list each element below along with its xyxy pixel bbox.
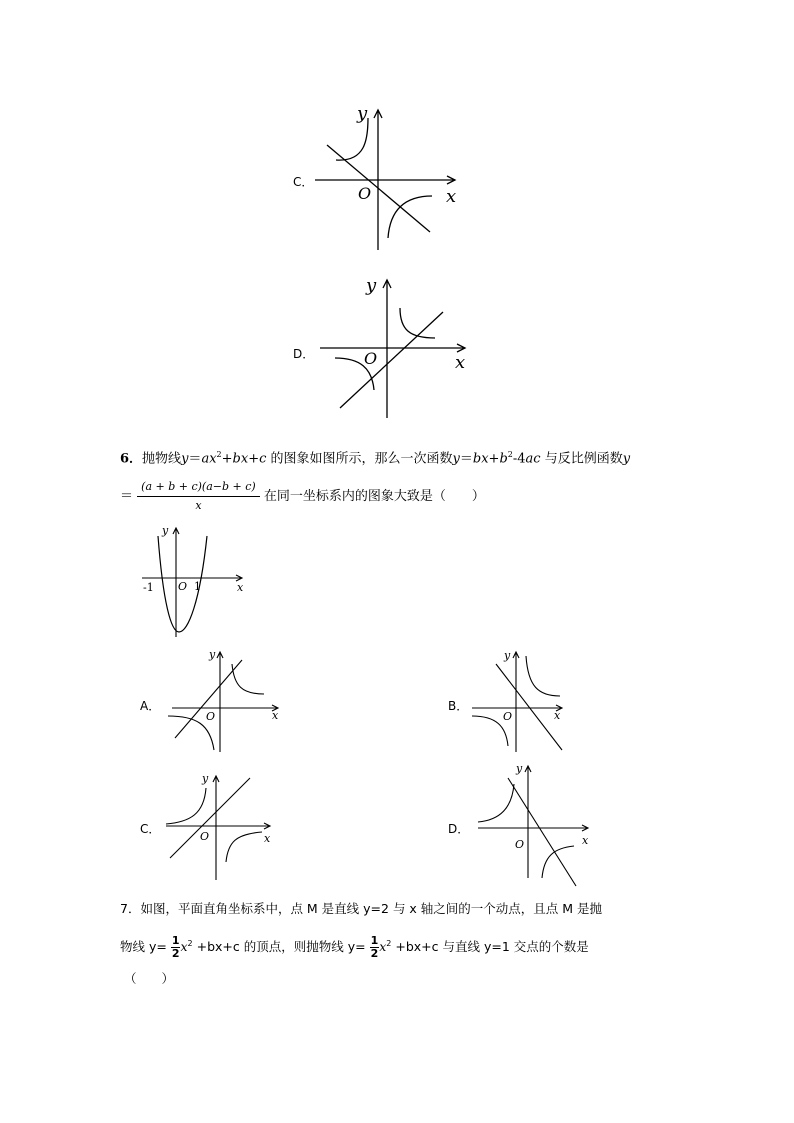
x-axis-label: x: [264, 832, 271, 845]
q7-line2: [120, 930, 589, 961]
tick-label-one: 1: [194, 580, 201, 593]
x-axis-label: x: [237, 581, 244, 594]
linear-function-line: [170, 778, 250, 858]
q6-fraction-denominator: x: [195, 499, 202, 512]
origin-label: O: [200, 830, 210, 843]
x-axis-label: x: [446, 186, 457, 207]
q7-l2-a: 物线 y=: [120, 939, 171, 955]
hyperbola-branch-upper-left: [478, 784, 514, 822]
q7-l2-c: +bx+c 与直线 y=1 交点的个数是: [391, 939, 589, 955]
q6-line2: [120, 478, 485, 515]
q6-linear-rest: -4: [512, 451, 526, 467]
q7-fraction-1-den: 2: [171, 947, 180, 961]
q7-line3: （ ）: [124, 971, 175, 986]
hyperbola-branch-upper-right: [232, 664, 264, 694]
q6-eq-ax: ax: [201, 451, 217, 467]
tick-label-neg-one: -1: [143, 581, 154, 594]
hyperbola-branch-upper-right: [400, 308, 435, 338]
q7-line1: 7．如图，平面直角坐标系中，点 M 是直线 y=2 与 x 轴之间的一个动点，且点 M 是抛: [120, 901, 603, 916]
origin-label: O: [364, 349, 378, 368]
q6-option-c-graph: [160, 770, 275, 885]
hyperbola-branch-upper-right: [526, 656, 560, 696]
hyperbola-branch-upper-left: [336, 118, 368, 160]
q7-fraction-2: [370, 935, 380, 960]
y-axis-label: y: [209, 648, 216, 661]
q6-option-d-graph: [470, 760, 595, 890]
linear-function-line: [508, 778, 576, 886]
q6-eq-sq: 2: [216, 450, 222, 459]
q6-linear-eq: ＝: [459, 451, 473, 467]
option-c-label-top: C．: [293, 175, 314, 189]
q6-linear-plus: +: [488, 451, 500, 467]
q6-lead: 抛物线: [142, 451, 182, 467]
q6-eq-plus2: +: [248, 451, 260, 467]
q6-linear-b: b: [499, 451, 508, 467]
q6-eq-bx: bx: [232, 451, 249, 467]
y-axis-label: y: [162, 524, 169, 537]
origin-label: O: [358, 184, 372, 203]
origin-label: O: [503, 710, 513, 723]
q6-linear-y: y: [452, 451, 460, 467]
q7-l2-b: +bx+c 的顶点，则抛物线 y=: [192, 939, 370, 955]
linear-function-line: [340, 312, 443, 408]
q6-option-a-label: A．: [140, 699, 161, 713]
q6-linear-bx: bx: [472, 451, 489, 467]
q6-inv-y: y: [622, 451, 631, 467]
x-axis-label: x: [272, 709, 279, 722]
q6-tail: 与反比例函数: [540, 451, 623, 467]
q6-eq-eq: ＝: [188, 451, 202, 467]
origin-label: O: [206, 710, 216, 723]
q6-option-b-label: B．: [448, 699, 469, 713]
x-axis-label: x: [582, 834, 589, 847]
q6-fraction: [137, 478, 260, 515]
q6-question: 在同一坐标系内的图象大致是（ ）: [259, 489, 485, 504]
y-axis-label: y: [357, 103, 368, 124]
q6-linear-sq: 2: [507, 450, 513, 459]
y-axis-label: y: [516, 762, 523, 775]
q6-number: 6．: [120, 451, 143, 467]
q6-option-d-label: D．: [448, 822, 470, 836]
q6-option-c-label: C．: [140, 822, 161, 836]
y-axis-label: y: [366, 275, 377, 296]
hyperbola-branch-upper-left: [166, 788, 206, 824]
q6-line1: [120, 446, 630, 468]
q7-l2-sq: 2: [187, 939, 193, 948]
q7-fraction-2-den: 2: [370, 947, 379, 961]
y-axis-label: y: [202, 772, 209, 785]
q6-eq-y: y: [181, 451, 189, 467]
linear-function-line: [175, 660, 242, 738]
origin-label: O: [178, 580, 188, 593]
q7-l2-x2: x: [379, 939, 387, 955]
q6-eq-plus1: +: [221, 451, 233, 467]
graph-option-c-top: [310, 100, 470, 260]
q6-option-a-graph: [160, 646, 285, 756]
q7-fraction-1-num: 1: [171, 934, 180, 948]
option-d-label-top: D．: [293, 347, 315, 361]
q6-eq-c: c: [259, 451, 267, 467]
hyperbola-branch-lower-right: [542, 846, 574, 878]
q7-l2-sq2: 2: [386, 939, 392, 948]
q6-inv-eq: ＝: [120, 489, 134, 504]
y-axis-label: y: [504, 649, 511, 662]
q6-mid: 的图象如图所示，那么一次函数: [266, 451, 453, 467]
x-axis-label: x: [455, 352, 466, 373]
q6-fraction-numerator: (a + b + c)(a−b + c): [137, 478, 260, 497]
q6-option-b-graph: [466, 646, 576, 756]
graph-option-d-top: [310, 270, 480, 425]
x-axis-label: x: [554, 709, 561, 722]
q6-parabola-graph: [138, 522, 253, 642]
q7-fraction-2-num: 1: [370, 934, 379, 948]
q6-linear-ac: ac: [525, 451, 541, 467]
origin-label: O: [515, 838, 525, 851]
q7-l2-x: x: [180, 939, 188, 955]
hyperbola-branch-lower-right: [226, 832, 262, 862]
